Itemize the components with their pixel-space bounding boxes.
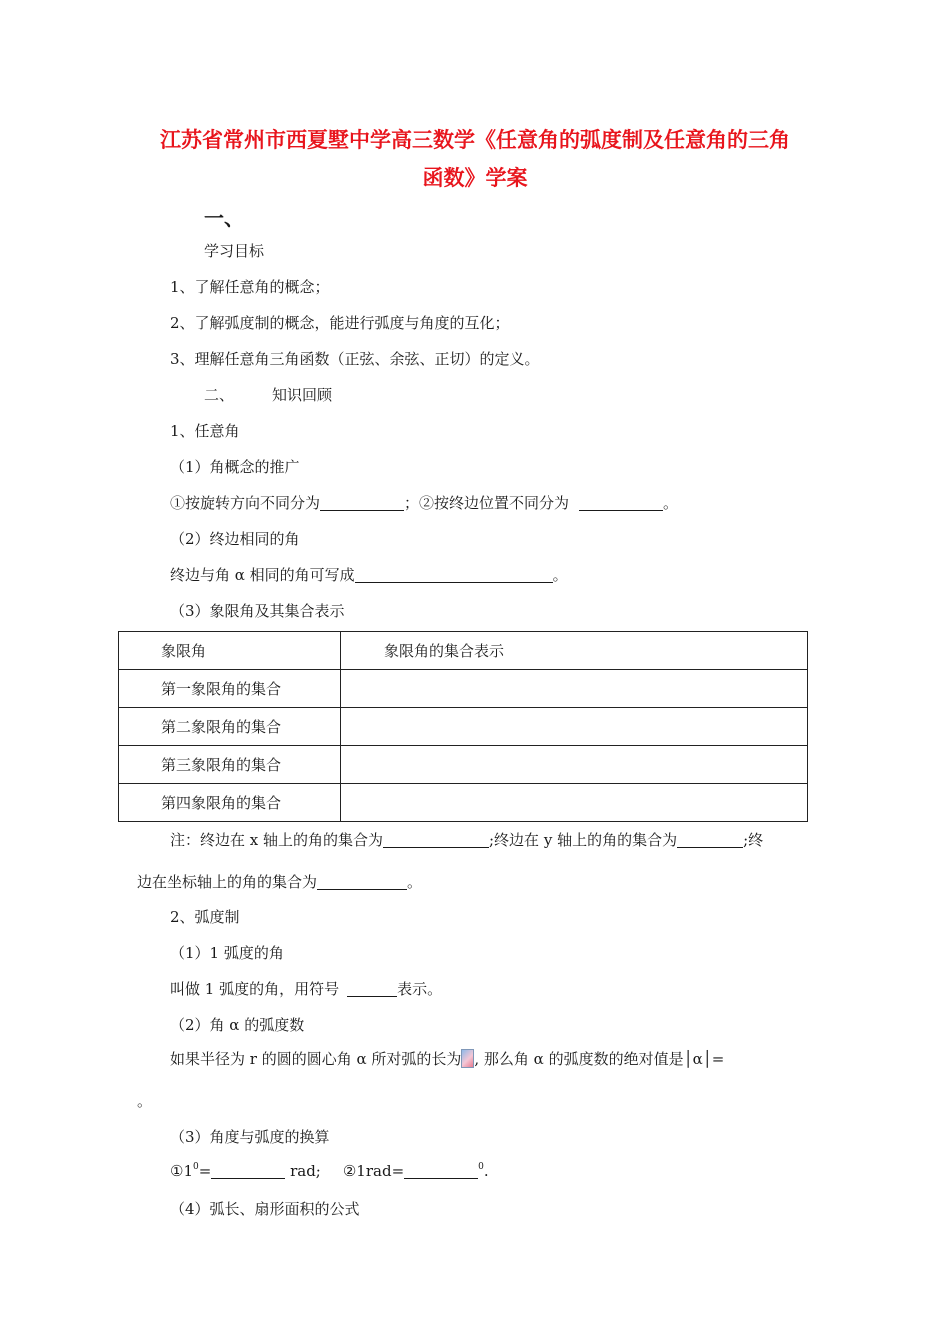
table-row	[119, 670, 808, 708]
quadrant-angle-table	[118, 631, 808, 822]
section-two-number: 二、	[204, 386, 235, 404]
goal-item: 2、了解弧度制的概念，能进行弧度与角度的互化；	[170, 314, 510, 332]
text: rad;	[285, 1162, 321, 1180]
conversion-line	[170, 1162, 489, 1180]
fill-in-line	[170, 564, 568, 585]
text: =	[198, 1162, 212, 1180]
text: ;终边在 y 轴上的角的集合为	[489, 831, 678, 849]
subsection-heading: 2、弧度制	[170, 908, 240, 926]
text: ①1	[170, 1162, 193, 1180]
text: ②1rad=	[342, 1162, 405, 1180]
text: 注：终边在 x 轴上的角的集合为	[170, 831, 383, 849]
note-line	[170, 829, 763, 850]
answer-blank[interactable]	[211, 1162, 285, 1179]
document-title-line2: 函数》学案	[422, 166, 528, 190]
subsection-heading: 1、任意角	[170, 422, 240, 440]
subsection-item: （1）1 弧度的角	[170, 944, 284, 962]
table-header-row	[119, 632, 808, 670]
degree-superscript: 0	[478, 1162, 484, 1172]
table-cell-answer[interactable]	[341, 708, 808, 746]
text: .	[483, 1162, 489, 1180]
text: 边在坐标轴上的角的集合为	[137, 873, 318, 891]
text: 表示。	[397, 980, 443, 998]
subsection-item: （2）角 α 的弧度数	[170, 1016, 305, 1034]
section-one-number: 一、	[204, 206, 244, 230]
answer-blank[interactable]	[355, 566, 553, 583]
table-row	[119, 708, 808, 746]
subsection-item: （3）象限角及其集合表示	[170, 602, 345, 620]
answer-blank[interactable]	[579, 494, 663, 511]
text: 叫做 1 弧度的角，用符号	[170, 980, 340, 998]
table-cell-answer[interactable]	[341, 746, 808, 784]
table-row	[119, 746, 808, 784]
text: ；②按终边位置不同分为	[404, 494, 570, 512]
answer-blank[interactable]	[317, 873, 407, 890]
broken-image-icon	[461, 1049, 474, 1068]
table-row	[119, 784, 808, 822]
answer-blank[interactable]	[383, 831, 489, 848]
section-two-heading	[204, 384, 332, 405]
answer-blank[interactable]	[320, 494, 404, 511]
goal-item: 1、了解任意角的概念；	[170, 278, 330, 296]
subsection-item: （4）弧长、扇形面积的公式	[170, 1200, 360, 1218]
text: 。	[407, 873, 423, 891]
answer-blank[interactable]	[404, 1162, 478, 1179]
text: ①按旋转方向不同分为	[170, 494, 321, 512]
goal-item: 3、理解任意角三角函数（正弦、余弦、正切）的定义。	[170, 350, 540, 368]
definition-line-end: 。	[137, 1092, 153, 1110]
table-cell-label: 第一象限角的集合	[119, 670, 341, 708]
section-one-heading: 学习目标	[204, 242, 265, 260]
answer-blank[interactable]	[677, 831, 743, 848]
text: 。	[552, 566, 568, 584]
subsection-item: （3）角度与弧度的换算	[170, 1128, 330, 1146]
text: 终边与角 α 相同的角可写成	[170, 566, 355, 584]
answer-blank[interactable]	[347, 980, 397, 997]
fill-in-line	[170, 492, 678, 513]
table-header-cell: 象限角	[119, 632, 341, 670]
table-header-cell: 象限角的集合表示	[341, 632, 808, 670]
definition-line	[170, 1048, 724, 1069]
note-line-continued	[137, 871, 422, 892]
document-title-line1: 江苏省常州市西夏墅中学高三数学《任意角的弧度制及任意角的三角	[160, 128, 790, 152]
section-two-title: 知识回顾	[272, 386, 333, 404]
subsection-item: （1）角概念的推广	[170, 458, 300, 476]
table-cell-answer[interactable]	[341, 670, 808, 708]
table-cell-label: 第二象限角的集合	[119, 708, 341, 746]
text: , 那么角 α 的弧度数的绝对值是│α│=	[474, 1050, 725, 1068]
table-cell-answer[interactable]	[341, 784, 808, 822]
table-cell-label: 第四象限角的集合	[119, 784, 341, 822]
text: 。	[663, 494, 679, 512]
degree-superscript: 0	[193, 1162, 199, 1172]
text: 如果半径为 r 的圆的圆心角 α 所对弧的长为	[170, 1050, 462, 1068]
text: ;终	[743, 831, 764, 849]
table-cell-label: 第三象限角的集合	[119, 746, 341, 784]
fill-in-line	[170, 978, 442, 999]
subsection-item: （2）终边相同的角	[170, 530, 300, 548]
